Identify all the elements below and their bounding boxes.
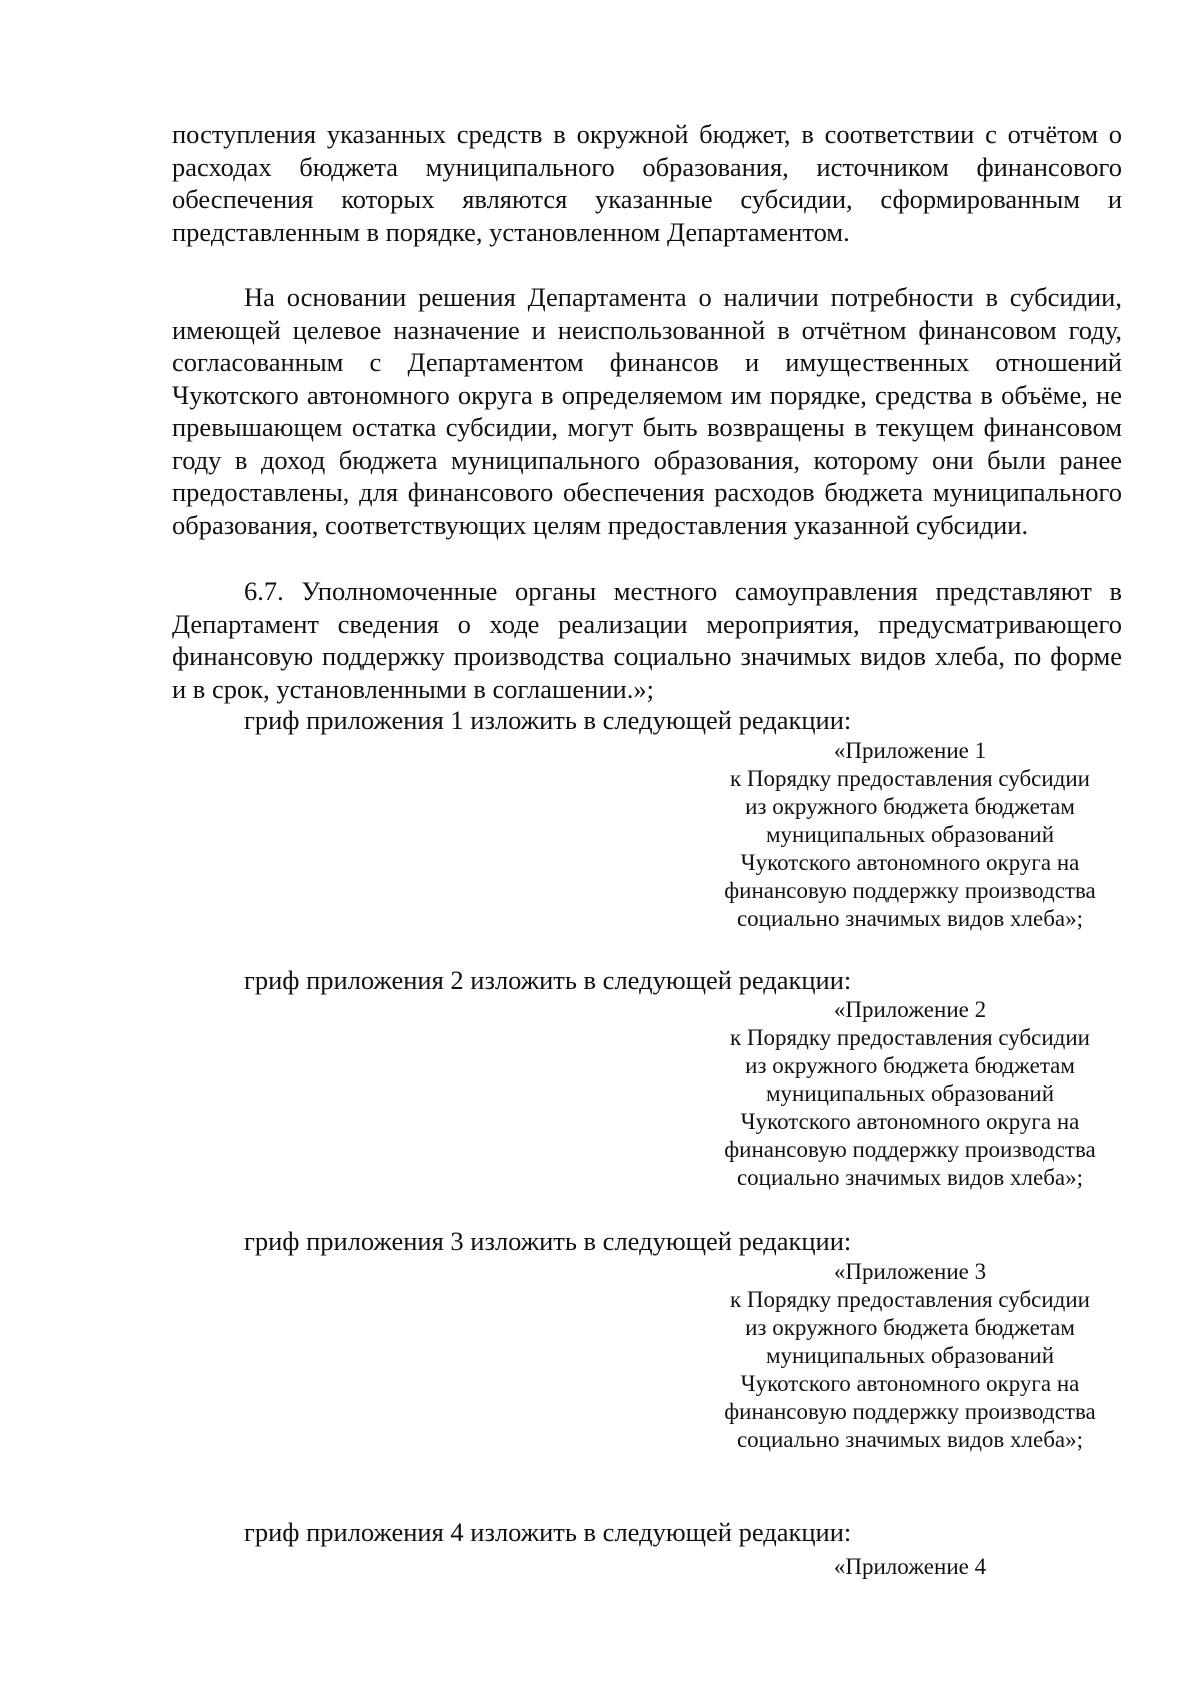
annex-2-line: финансовую поддержку производства: [724, 1137, 1096, 1162]
annex-2-line: Чукотского автономного округа на: [740, 1109, 1080, 1134]
annex-3-line: финансовую поддержку производства: [724, 1399, 1096, 1424]
annex-2-line: социально значимых видов хлеба»;: [736, 1165, 1084, 1190]
paragraph-subsidy-return: На основании решения Департамента о наличии потребности в субсидии, имеющей целевое назначение и неиспользованной в отчётном финансовом году, согласованным с Департаментом финансов и имущественных отношений Чукотского автономного округа в определяемом им порядке, средства в объёме, не превышающем остатка субсидии, могут быть возвращены в текущем финансовом году в доход бюджета муниципального образования, которому они были ранее предоставлены, для финансового обеспечения расходов бюджета муниципального образования, соответствующих целям предоставления указанной субсидии.: [172, 282, 1122, 540]
annex-2-line: «Приложение 2: [833, 997, 987, 1022]
grif-4-intro: гриф приложения 4 изложить в следующей редакции:: [244, 1517, 852, 1547]
annex-1-line: «Приложение 1: [833, 738, 987, 763]
annex-1-header: [700, 737, 1120, 933]
grif-1-intro: гриф приложения 1 изложить в следующей редакции:: [244, 705, 852, 735]
annex-3-line: «Приложение 3: [833, 1259, 987, 1284]
annex-3-line: Чукотского автономного округа на: [740, 1371, 1080, 1396]
grif-2-intro: гриф приложения 2 изложить в следующей редакции:: [244, 965, 852, 995]
paragraph-6-7: 6.7. Уполномоченные органы местного самоуправления представляют в Департамент сведения о ходе реализации мероприятия, предусматривающего финансовую поддержку производства социально значимых видов хлеба, по форме и в срок, установленными в соглашении.»;: [172, 576, 1122, 704]
grif-3-intro: гриф приложения 3 изложить в следующей редакции:: [244, 1226, 852, 1256]
annex-1-line: финансовую поддержку производства: [724, 878, 1096, 903]
annex-2-line: из окружного бюджета бюджетам: [745, 1053, 1075, 1078]
annex-1-line: Чукотского автономного округа на: [740, 850, 1080, 875]
annex-3-line: муниципальных образований: [765, 1343, 1055, 1368]
annex-4-line: «Приложение 4: [833, 1554, 987, 1579]
annex-4-header: [700, 1553, 1120, 1581]
annex-3-line: к Порядку предоставления субсидии: [730, 1287, 1090, 1312]
annex-2-header: [700, 996, 1120, 1192]
annex-1-line: муниципальных образований: [765, 822, 1055, 847]
annex-3-line: из окружного бюджета бюджетам: [745, 1315, 1075, 1340]
annex-2-line: к Порядку предоставления субсидии: [730, 1025, 1090, 1050]
annex-1-line: к Порядку предоставления субсидии: [730, 766, 1090, 791]
annex-1-line: из окружного бюджета бюджетам: [745, 794, 1075, 819]
annex-3-line: социально значимых видов хлеба»;: [736, 1427, 1084, 1452]
annex-2-line: муниципальных образований: [765, 1081, 1055, 1106]
paragraph-continuation: поступления указанных средств в окружной бюджет, в соответствии с отчётом о расходах бюджета муниципального образования, источником финансового обеспечения которых являются указанные субсидии, сформированным и представленным в порядке, установленном Департаментом.: [172, 119, 1122, 247]
annex-3-header: [700, 1258, 1120, 1454]
annex-1-line: социально значимых видов хлеба»;: [736, 906, 1084, 931]
